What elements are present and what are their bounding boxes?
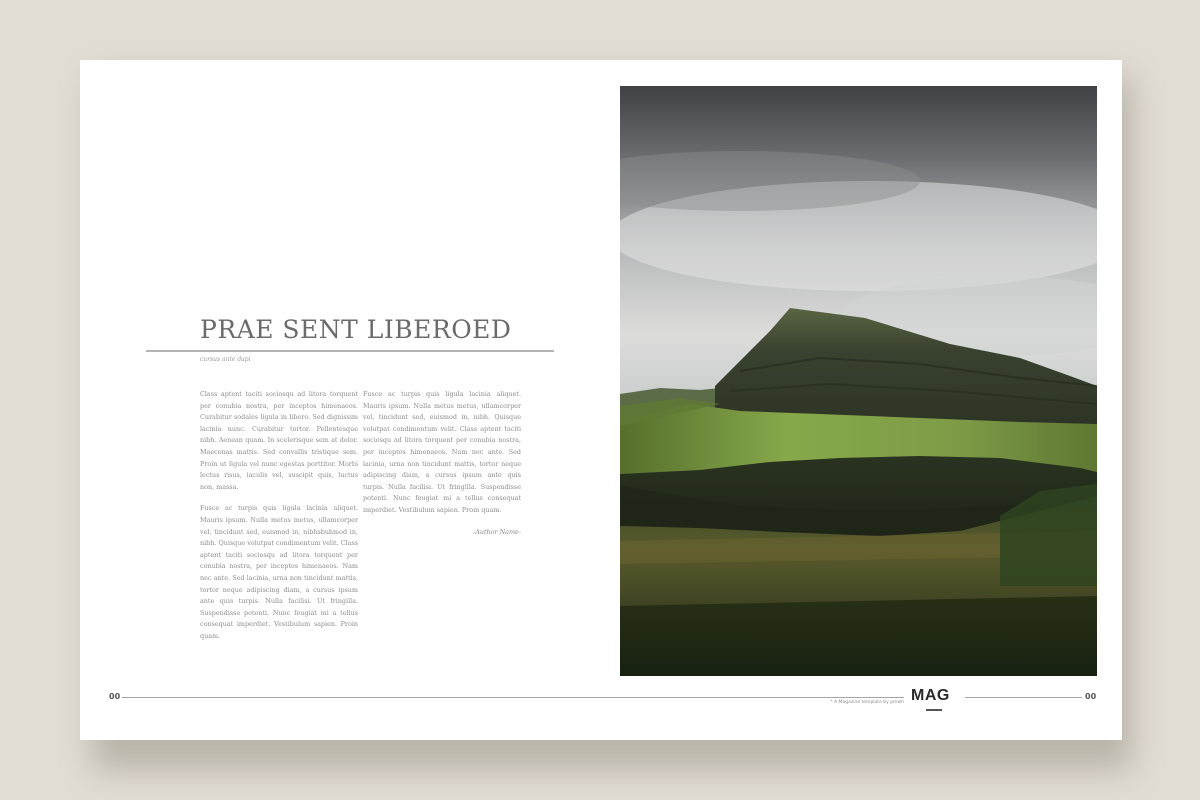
article-subtitle: cursus ante dapi xyxy=(200,356,251,363)
landscape-photo xyxy=(620,86,1097,676)
paragraph: Class aptent taciti sociosqu ad litora torquent per conubia nostra, per inceptos himenaeos. Curabitur sodales ligula in libero. Sed dignissim lacinia nunc. Curabitur tortor. Pellentesque nibh. Aenean quam. In scelerisque sem at dolor. Maecenas mattis. Sed convallis tristique sem. Proin ut ligula vel nunc egestas porttitor. Morbi lectus risus, iaculis vel, suscipit quis, luctus non, massa. xyxy=(200,390,358,491)
author-signature: -Author Name- xyxy=(473,527,521,536)
title-rule xyxy=(146,350,554,352)
footer-rule-right xyxy=(965,697,1082,698)
body-column-right xyxy=(363,389,521,538)
magazine-logo: MAG xyxy=(911,687,950,704)
article-title: PRAE SENT LIBEROED xyxy=(200,315,512,344)
magazine-spread xyxy=(80,60,1122,740)
page-number-left: 00 xyxy=(109,692,121,701)
mountain-landscape-image xyxy=(620,86,1097,676)
footer-rule-left xyxy=(122,697,904,698)
paragraph: Fusce ac turpis quis ligula lacinia aliquet. Mauris ipsum. Nulla metus metus, ullamcorper vel, tincidunt sed, euismod in, nibhsbuhmod in, nibh. Quisque volutpat condimentum velit. Class aptent taciti sociosqu ad litora torquent per conubia nostra, per inceptos himenaeos. Nam nec ante. Sed lacinia, urna non tincidunt mattis, tortor neque adipiscing diam, a cursus ipsum ante quis turpis. Nulla facilisi. Ut fringilla. Suspendisse potenti. Nunc feugiat mi a tellus consequat imperdiet. Vestibulum sapien. Proin quam. xyxy=(200,504,358,640)
paragraph: Fusce ac turpis quis ligula lacinia aliquet. Mauris ipsum. Nulla metus metus, ullamcorper vel, tincidunt sed, euismod in, nibh. Quisque volutpat condimentum velit. Class aptent taciti sociosqu ad litora torquent per conubia nostra, per inceptos himenaeos. Nam nec ante. Sed lacinia, urna non tincidunt mattis, tortor neque adipiscing diam, a cursus ipsum ante quis turpis. Nulla facilisi. Ut fringilla. Suspendisse potenti. Nunc feugiat mi a tellus consequat imperdiet. Vestibulum sapien. Proin quam. xyxy=(363,390,521,514)
template-credit: * A Magazine template by pmwh xyxy=(830,700,904,705)
body-column-left xyxy=(200,389,358,652)
logo-underline xyxy=(926,709,942,711)
page-number-right: 00 xyxy=(1085,692,1097,701)
